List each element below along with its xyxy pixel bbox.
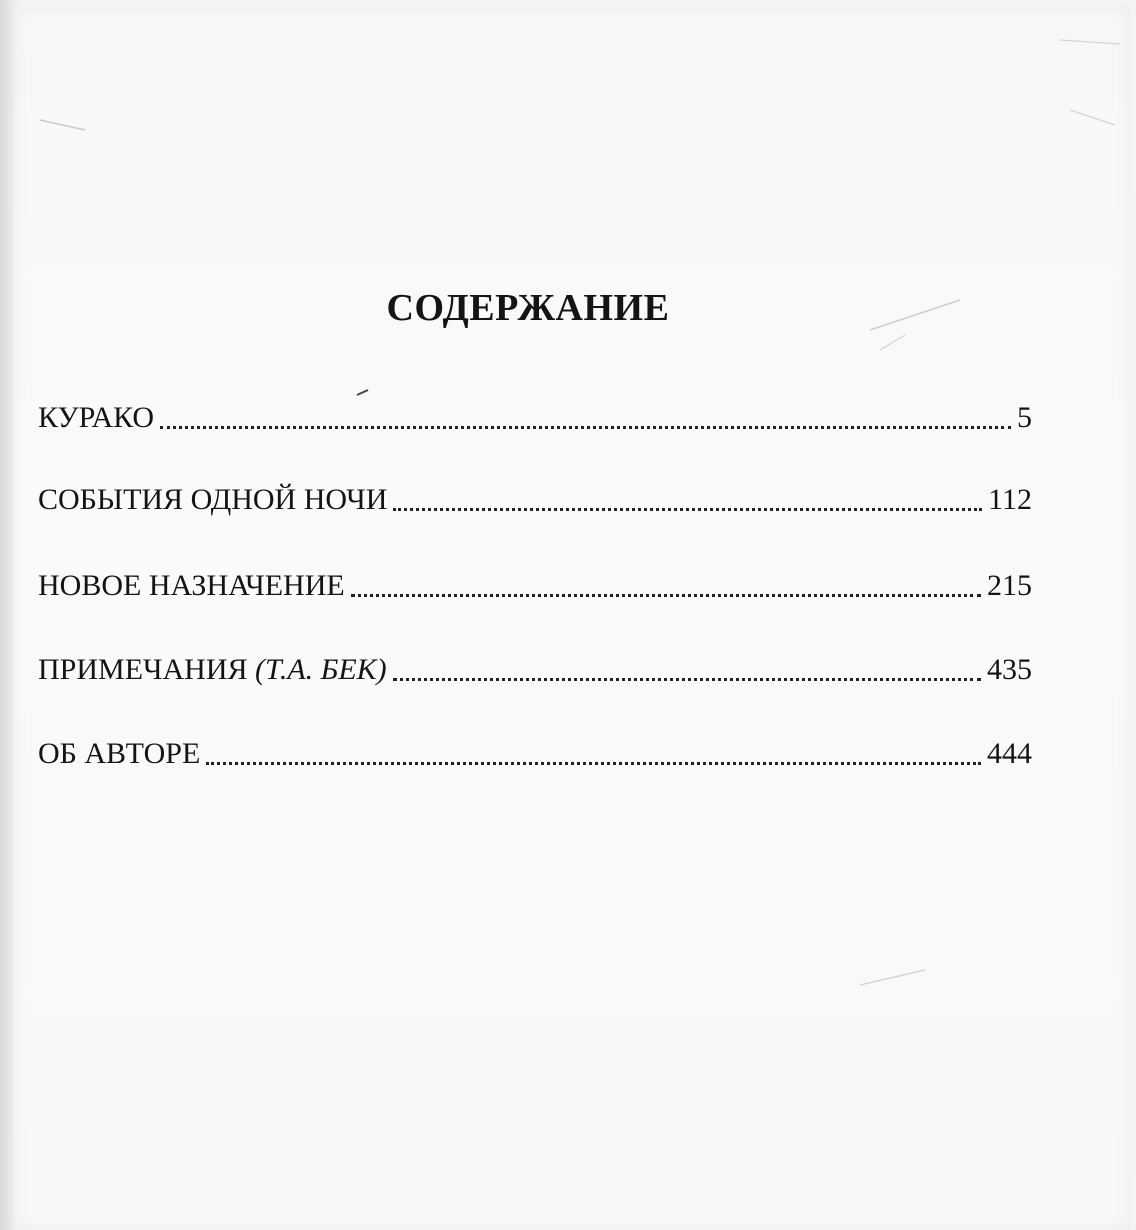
toc-entry-primechaniya[interactable] (38, 648, 1032, 688)
toc-leader-dots (160, 425, 1011, 429)
toc-leader-dots (393, 507, 982, 511)
toc-entry-label: НОВОЕ НАЗНАЧЕНИЕ (38, 569, 345, 602)
toc-entry-label: КУРАКО (38, 401, 155, 434)
contents-title: СОДЕРЖАНИЕ (386, 287, 670, 329)
toc-page-number: 444 (987, 737, 1032, 770)
toc-leader-dots (393, 677, 981, 681)
book-page (14, 6, 1130, 1230)
toc-entry-label: ПРИМЕЧАНИЯ (Т.А. БЕК) (38, 653, 387, 686)
toc-entry-ob-avtore[interactable] (38, 732, 1032, 772)
toc-page-number: 5 (1017, 401, 1032, 434)
toc-entry-sobytiya[interactable] (38, 478, 1032, 518)
toc-leader-dots (206, 761, 981, 765)
toc-entry-label: СОБЫТИЯ ОДНОЙ НОЧИ (38, 483, 388, 516)
toc-entry-novoe[interactable] (38, 564, 1032, 604)
toc-page-number: 215 (987, 569, 1032, 602)
toc-page-number: 112 (988, 483, 1032, 516)
toc-entry-kurako[interactable] (38, 396, 1032, 436)
toc-leader-dots (351, 593, 981, 597)
toc-entry-label: ОБ АВТОРЕ (38, 737, 201, 770)
toc-page-number: 435 (987, 653, 1032, 686)
